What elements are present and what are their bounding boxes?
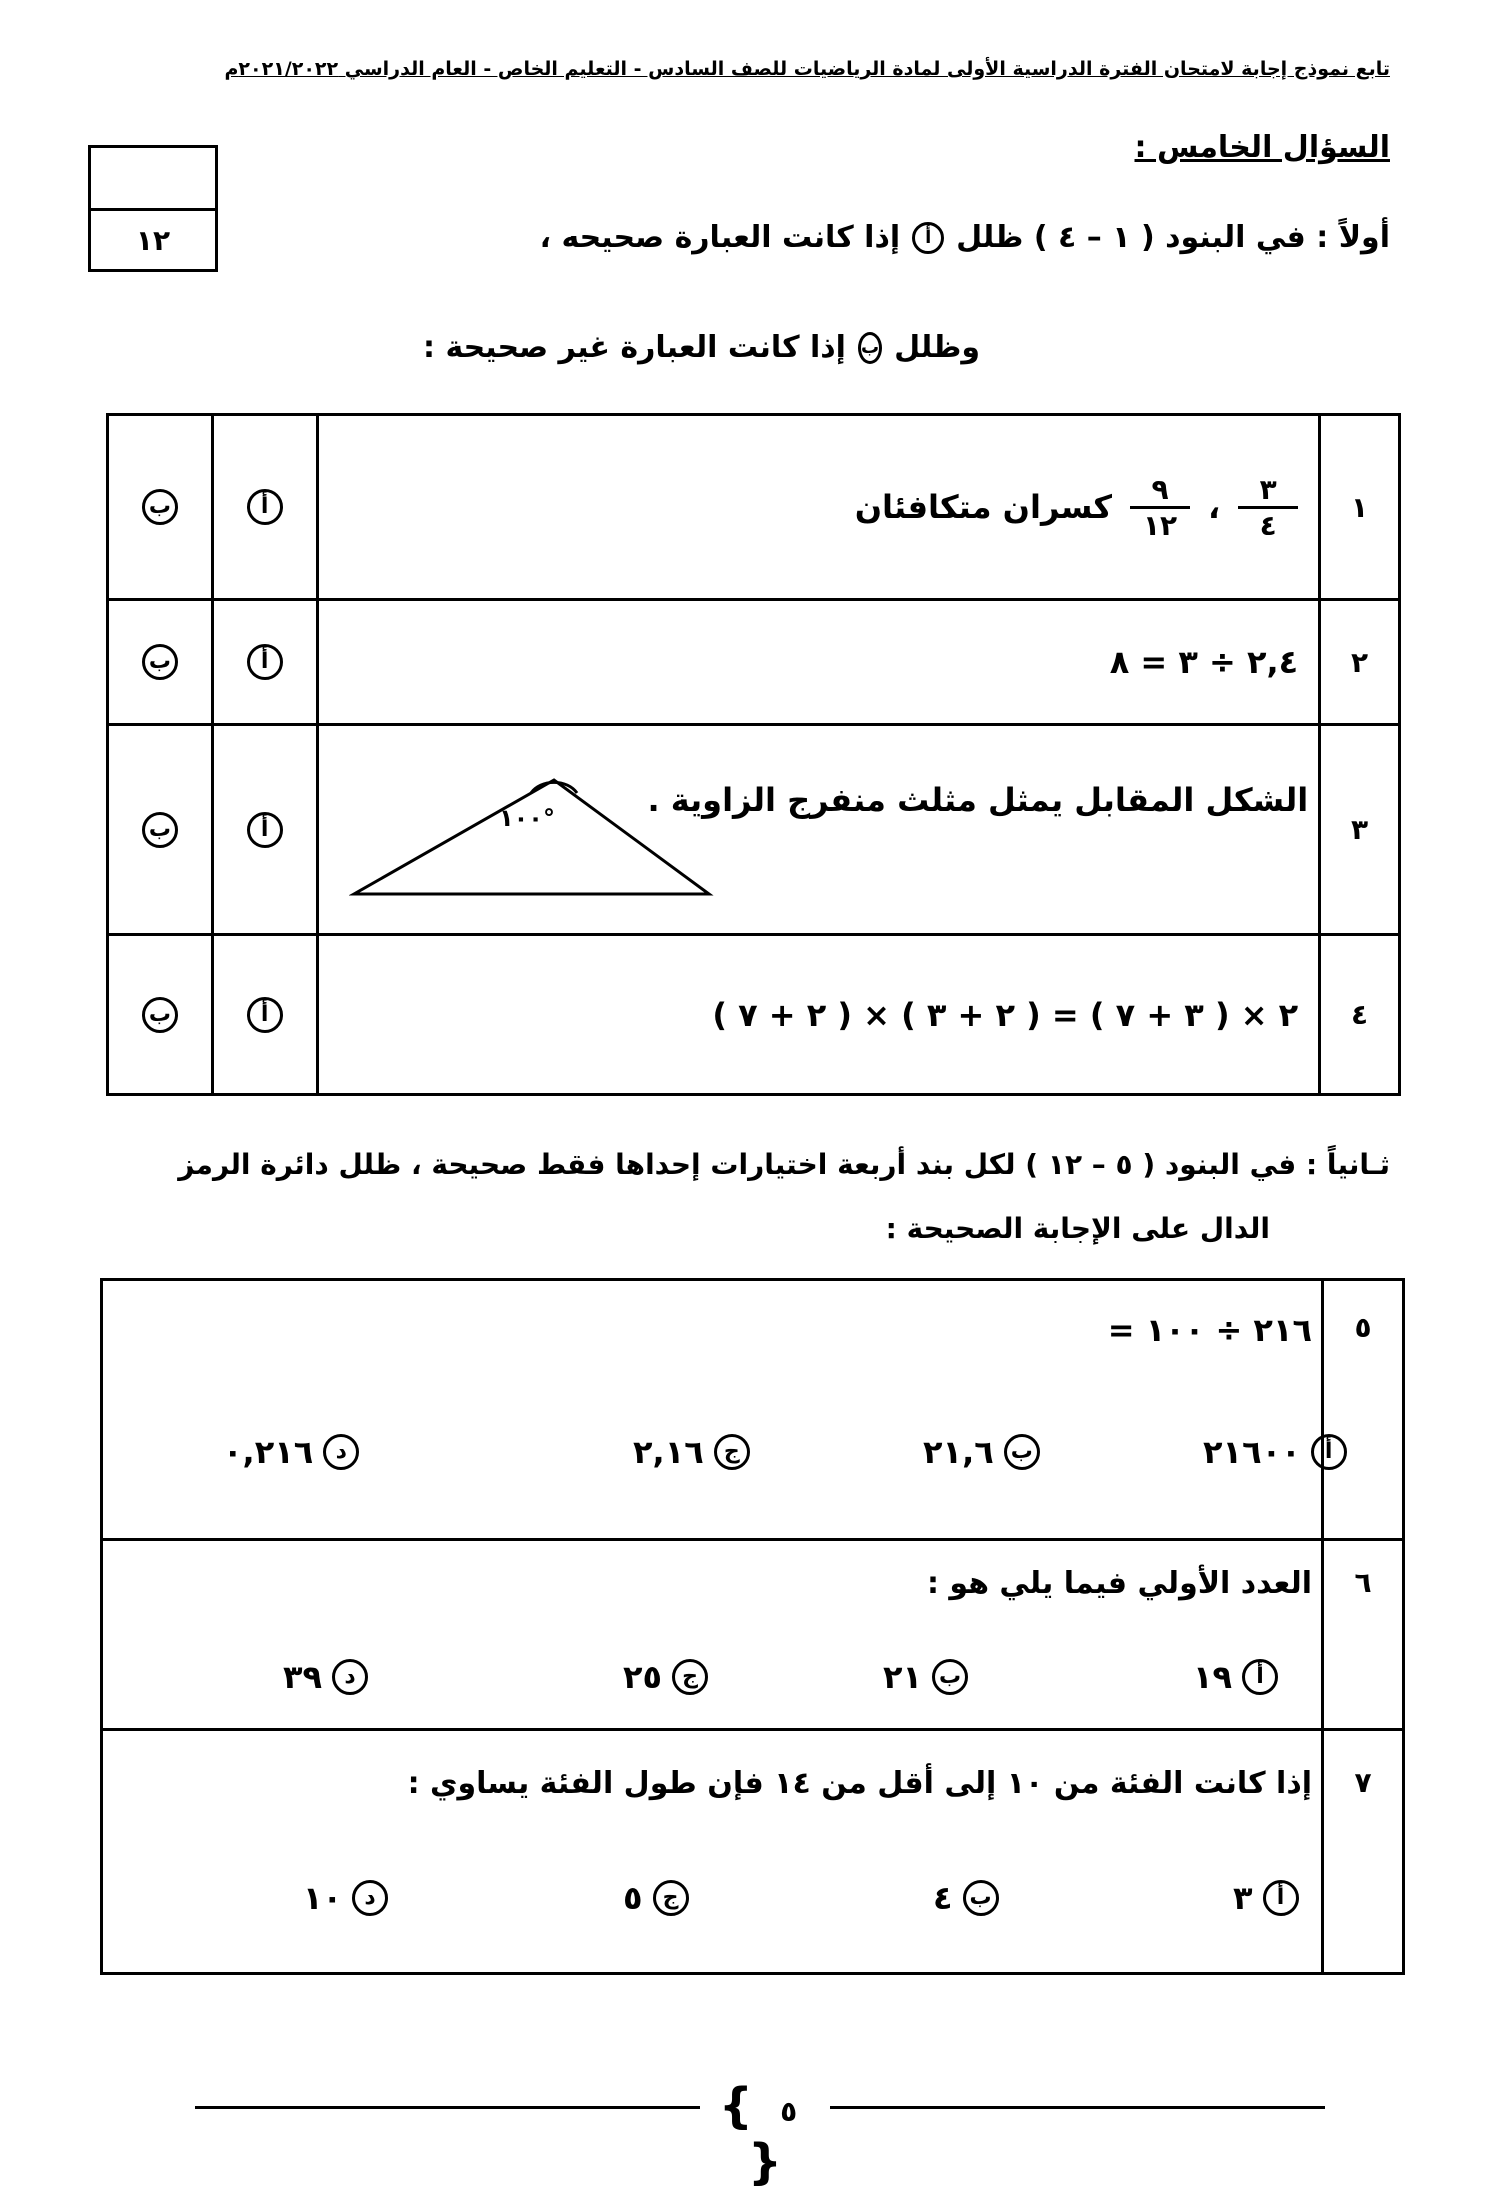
- option-a-circle[interactable]: أ: [247, 812, 283, 848]
- mcq-box: [100, 1278, 1405, 1975]
- symbol-a-icon: أ: [912, 222, 944, 254]
- choice-b[interactable]: ب ٤: [933, 1879, 999, 1917]
- angle-label: ١٠٠°: [498, 804, 555, 832]
- item-number: ١: [1320, 415, 1400, 600]
- choice-a-circle[interactable]: أ: [1311, 1434, 1347, 1470]
- part1-instruction-line2: وظلل ب إذا كانت العبارة غير صحيحة :: [423, 330, 980, 365]
- symbol-b-icon: ب: [858, 332, 882, 364]
- choice-b-circle[interactable]: ب: [963, 1880, 999, 1916]
- item-2-statement: ٢,٤ ÷ ٣ = ٨: [317, 600, 1320, 725]
- option-b-circle[interactable]: ب: [142, 997, 178, 1033]
- footer-rule-left: [195, 2106, 700, 2109]
- choice-b[interactable]: ب ٢١: [883, 1658, 968, 1696]
- choice-b-circle[interactable]: ب: [1004, 1434, 1040, 1470]
- score-box-top: [91, 148, 215, 211]
- item-number: ٣: [1320, 725, 1400, 935]
- choice-a[interactable]: أ ٣: [1233, 1879, 1299, 1917]
- option-a-circle[interactable]: أ: [247, 489, 283, 525]
- choice-c[interactable]: ج ٥: [623, 1879, 689, 1917]
- footer-rule-right: [830, 2106, 1325, 2109]
- choice-c-circle[interactable]: ج: [653, 1880, 689, 1916]
- item-number: ٥: [1354, 1311, 1372, 1344]
- choice-c[interactable]: ج ٢٥: [623, 1658, 708, 1696]
- table-row: [108, 935, 1400, 1095]
- item-1-statement: ٣ ٤ ، ٩ ١٢ كسران متكافئان: [320, 473, 1299, 542]
- item-number: ٦: [1354, 1566, 1372, 1599]
- option-b-circle[interactable]: ب: [142, 644, 178, 680]
- item-5-question: ٢١٦ ÷ ١٠٠ =: [1107, 1311, 1312, 1349]
- fraction-1: ٣ ٤: [1238, 473, 1298, 542]
- table-row: [108, 415, 1400, 600]
- item-number: ٢: [1320, 600, 1400, 725]
- score-box-bottom: ١٢: [135, 224, 171, 257]
- page-header: تابع نموذج إجابة لامتحان الفترة الدراسية الأولى لمادة الرياضيات للصف السادس - التعليم الخاص - العام الدراسي ٢٠٢١/٢٠٢٢م: [224, 58, 1390, 80]
- choice-c-circle[interactable]: ج: [714, 1434, 750, 1470]
- obtuse-triangle-figure: [349, 766, 719, 916]
- table-row: [108, 725, 1400, 935]
- question-title: السؤال الخامس :: [1134, 130, 1390, 165]
- option-b-circle[interactable]: ب: [142, 489, 178, 525]
- item-3-statement: الشكل المقابل يمثل مثلث منفرج الزاوية .: [647, 781, 1309, 819]
- part2-instruction-line2: الدال على الإجابة الصحيحة :: [885, 1212, 1270, 1245]
- item-number: ٧: [1354, 1766, 1372, 1799]
- choice-c-circle[interactable]: ج: [672, 1659, 708, 1695]
- option-a-circle[interactable]: أ: [247, 997, 283, 1033]
- item-7-question: إذا كانت الفئة من ١٠ إلى أقل من ١٤ فإن طول الفئة يساوي :: [407, 1766, 1312, 1801]
- table-row: [108, 600, 1400, 725]
- fraction-2: ٩ ١٢: [1130, 473, 1190, 542]
- choice-b[interactable]: ب ٢١,٦: [923, 1433, 1040, 1471]
- option-a-circle[interactable]: أ: [247, 644, 283, 680]
- choice-a[interactable]: أ ١٩: [1193, 1658, 1278, 1696]
- score-box: [88, 145, 218, 272]
- choice-c[interactable]: ج ٢,١٦: [633, 1433, 750, 1471]
- item-number: ٤: [1320, 935, 1400, 1095]
- choice-d-circle[interactable]: د: [332, 1659, 368, 1695]
- true-false-table: [106, 413, 1401, 1096]
- choice-a-circle[interactable]: أ: [1242, 1659, 1278, 1695]
- item-4-statement: ٢ × ( ٣ + ٧ ) = ( ٢ + ٣ ) × ( ٢ + ٧ ): [317, 935, 1320, 1095]
- choice-d-circle[interactable]: د: [323, 1434, 359, 1470]
- item-6-question: العدد الأولي فيما يلي هو :: [926, 1566, 1312, 1601]
- choice-b-circle[interactable]: ب: [932, 1659, 968, 1695]
- choice-d[interactable]: د ١٠: [303, 1879, 388, 1917]
- page-number: { ٥ }: [718, 2078, 798, 2190]
- option-b-circle[interactable]: ب: [142, 812, 178, 848]
- choice-a[interactable]: أ ٢١٦٠٠: [1203, 1433, 1347, 1471]
- choice-a-circle[interactable]: أ: [1263, 1880, 1299, 1916]
- choice-d[interactable]: د ٠,٢١٦: [223, 1433, 359, 1471]
- part1-instruction-line1: أولاً : في البنود ( ١ – ٤ ) ظلل أ إذا كانت العبارة صحيحه ،: [539, 220, 1390, 255]
- choice-d[interactable]: د ٣٩: [283, 1658, 368, 1696]
- choice-d-circle[interactable]: د: [352, 1880, 388, 1916]
- part2-instruction-line1: ثـانياً : في البنود ( ٥ – ١٢ ) لكل بند أربعة اختيارات إحداها فقط صحيحة ، ظلل دائرة الرمز: [178, 1148, 1390, 1181]
